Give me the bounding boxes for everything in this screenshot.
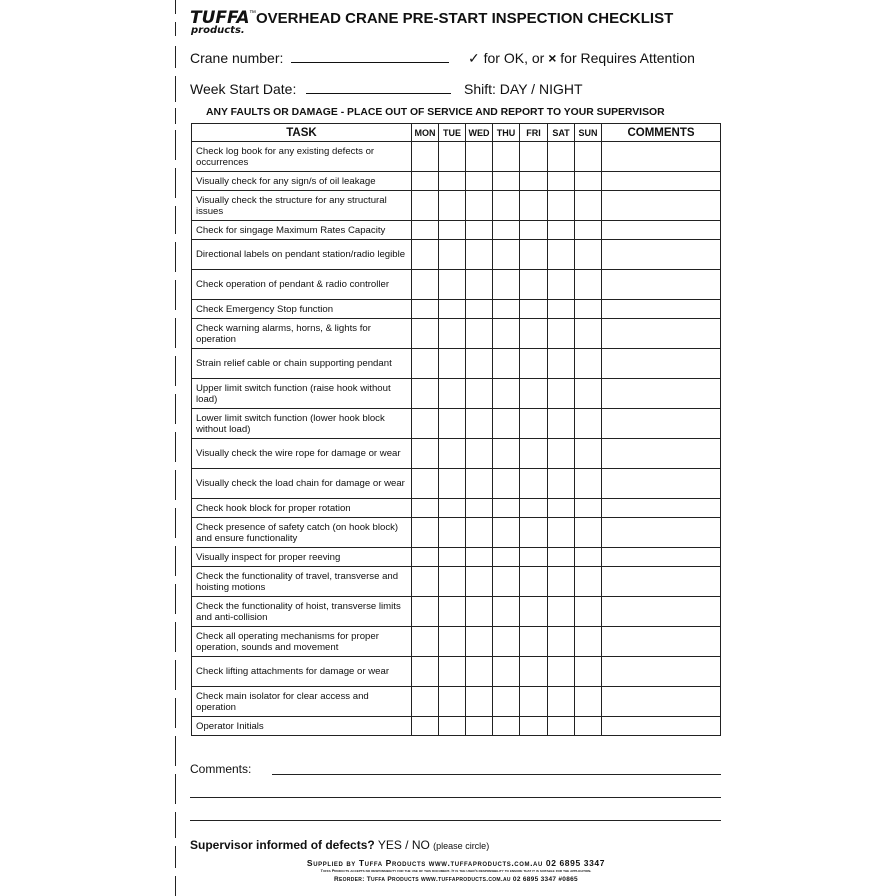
warning-banner: ANY FAULTS OR DAMAGE - PLACE OUT OF SERVICE AND REPORT TO YOUR SUPERVISOR [206, 107, 665, 118]
table-header-row [192, 124, 721, 142]
header-thu: THU [493, 124, 520, 142]
table-row [192, 687, 721, 717]
check-cell-wed[interactable] [466, 567, 493, 597]
check-cell-sat[interactable] [548, 270, 575, 300]
page-title: OVERHEAD CRANE PRE-START INSPECTION CHECKLIST [256, 10, 674, 27]
task-label: Lower limit switch function (lower hook block without load) [192, 409, 412, 439]
check-cell-sun[interactable] [575, 657, 602, 687]
header-sun: SUN [575, 124, 602, 142]
check-cell-tue[interactable] [439, 469, 466, 499]
check-cell-thu[interactable] [493, 349, 520, 379]
check-cell-wed[interactable] [466, 499, 493, 518]
check-cell-thu[interactable] [493, 221, 520, 240]
check-cell-wed[interactable] [466, 469, 493, 499]
header-wed: WED [466, 124, 493, 142]
check-cell-mon[interactable] [412, 379, 439, 409]
tuffa-logo [190, 8, 256, 36]
legend [468, 50, 695, 67]
check-cell-sat[interactable] [548, 469, 575, 499]
task-label: Check operation of pendant & radio controller [192, 270, 412, 300]
check-cell-sat[interactable] [548, 687, 575, 717]
task-label: Check the functionality of travel, transverse and hoisting motions [192, 567, 412, 597]
comments-line-2[interactable] [190, 797, 721, 798]
check-cell-sun[interactable] [575, 172, 602, 191]
supervisor-answer[interactable]: YES / NO [374, 838, 434, 852]
cross-icon: × [548, 50, 557, 66]
check-cell-wed[interactable] [466, 240, 493, 270]
check-cell-tue[interactable] [439, 409, 466, 439]
table-row [192, 627, 721, 657]
comments-cell[interactable] [602, 499, 721, 518]
supervisor-row [190, 838, 489, 852]
check-cell-sun[interactable] [575, 717, 602, 736]
check-cell-mon[interactable] [412, 191, 439, 221]
crane-number-label: Crane number: [190, 50, 284, 66]
check-cell-thu[interactable] [493, 142, 520, 172]
check-cell-thu[interactable] [493, 439, 520, 469]
header [190, 8, 722, 36]
check-cell-thu[interactable] [493, 567, 520, 597]
check-cell-fri[interactable] [520, 270, 548, 300]
header-tue: TUE [439, 124, 466, 142]
comments-cell[interactable] [602, 717, 721, 736]
check-cell-wed[interactable] [466, 379, 493, 409]
check-cell-mon[interactable] [412, 469, 439, 499]
check-cell-thu[interactable] [493, 657, 520, 687]
table-row [192, 349, 721, 379]
comments-cell[interactable] [602, 687, 721, 717]
comments-label: Comments: [190, 762, 252, 776]
task-label: Visually check the wire rope for damage or wear [192, 439, 412, 469]
table-row [192, 548, 721, 567]
check-cell-wed[interactable] [466, 349, 493, 379]
header-fri: FRI [520, 124, 548, 142]
check-cell-mon[interactable] [412, 319, 439, 349]
check-cell-sun[interactable] [575, 240, 602, 270]
check-cell-sat[interactable] [548, 172, 575, 191]
check-cell-thu[interactable] [493, 409, 520, 439]
header-task: TASK [192, 124, 412, 142]
task-label: Check hook block for proper rotation [192, 499, 412, 518]
check-cell-thu[interactable] [493, 172, 520, 191]
crane-number-field[interactable] [291, 50, 449, 63]
week-start-field[interactable] [306, 81, 451, 94]
check-cell-sun[interactable] [575, 221, 602, 240]
comments-cell[interactable] [602, 409, 721, 439]
comments-cell[interactable] [602, 597, 721, 627]
comments-cell[interactable] [602, 548, 721, 567]
check-cell-mon[interactable] [412, 548, 439, 567]
check-cell-thu[interactable] [493, 499, 520, 518]
check-cell-sat[interactable] [548, 379, 575, 409]
table-row [192, 270, 721, 300]
task-label: Check the functionality of hoist, transverse limits and anti-collision [192, 597, 412, 627]
week-start-row [190, 81, 451, 97]
check-cell-sat[interactable] [548, 657, 575, 687]
check-cell-tue[interactable] [439, 597, 466, 627]
check-cell-tue[interactable] [439, 627, 466, 657]
comments-cell[interactable] [602, 221, 721, 240]
check-cell-wed[interactable] [466, 191, 493, 221]
table-row [192, 240, 721, 270]
check-cell-wed[interactable] [466, 627, 493, 657]
check-cell-fri[interactable] [520, 548, 548, 567]
check-cell-sun[interactable] [575, 379, 602, 409]
table-row [192, 499, 721, 518]
table-row [192, 439, 721, 469]
check-cell-mon[interactable] [412, 687, 439, 717]
check-cell-thu[interactable] [493, 270, 520, 300]
check-cell-mon[interactable] [412, 657, 439, 687]
check-cell-tue[interactable] [439, 717, 466, 736]
check-cell-sat[interactable] [548, 499, 575, 518]
check-cell-sun[interactable] [575, 548, 602, 567]
task-label: Check Emergency Stop function [192, 300, 412, 319]
check-cell-sun[interactable] [575, 499, 602, 518]
task-label: Check lifting attachments for damage or wear [192, 657, 412, 687]
check-cell-mon[interactable] [412, 627, 439, 657]
comments-cell[interactable] [602, 172, 721, 191]
task-label: Check presence of safety catch (on hook block) and ensure functionality [192, 518, 412, 548]
check-cell-thu[interactable] [493, 687, 520, 717]
check-cell-sun[interactable] [575, 409, 602, 439]
check-cell-sat[interactable] [548, 409, 575, 439]
check-cell-mon[interactable] [412, 409, 439, 439]
check-cell-sat[interactable] [548, 191, 575, 221]
check-cell-wed[interactable] [466, 548, 493, 567]
check-cell-wed[interactable] [466, 518, 493, 548]
logo-sub: products. [191, 25, 245, 36]
check-cell-tue[interactable] [439, 499, 466, 518]
check-cell-sat[interactable] [548, 627, 575, 657]
comments-cell[interactable] [602, 469, 721, 499]
inspection-table [191, 123, 721, 736]
task-label: Directional labels on pendant station/radio legible [192, 240, 412, 270]
task-label: Visually check the structure for any structural issues [192, 191, 412, 221]
check-cell-mon[interactable] [412, 270, 439, 300]
check-cell-sat[interactable] [548, 319, 575, 349]
table-row [192, 597, 721, 627]
comments-cell[interactable] [602, 439, 721, 469]
check-cell-thu[interactable] [493, 518, 520, 548]
check-cell-sun[interactable] [575, 300, 602, 319]
check-cell-thu[interactable] [493, 191, 520, 221]
check-cell-thu[interactable] [493, 300, 520, 319]
table-row [192, 379, 721, 409]
header-mon: MON [412, 124, 439, 142]
check-cell-fri[interactable] [520, 657, 548, 687]
task-label: Check log book for any existing defects or occurrences [192, 142, 412, 172]
shift-label: Shift: DAY / NIGHT [464, 81, 583, 97]
comments-cell[interactable] [602, 142, 721, 172]
check-cell-tue[interactable] [439, 657, 466, 687]
comments-cell[interactable] [602, 627, 721, 657]
check-cell-fri[interactable] [520, 627, 548, 657]
task-label: Visually inspect for proper reeving [192, 548, 412, 567]
task-label: Visually check for any sign/s of oil leakage [192, 172, 412, 191]
logo-brand: TUFFA [190, 8, 250, 28]
check-cell-fri[interactable] [520, 439, 548, 469]
check-cell-fri[interactable] [520, 518, 548, 548]
comments-cell[interactable] [602, 518, 721, 548]
check-cell-sat[interactable] [548, 597, 575, 627]
check-cell-tue[interactable] [439, 548, 466, 567]
table-row [192, 518, 721, 548]
check-cell-sat[interactable] [548, 300, 575, 319]
check-cell-mon[interactable] [412, 142, 439, 172]
check-cell-tue[interactable] [439, 142, 466, 172]
check-cell-wed[interactable] [466, 439, 493, 469]
table-row [192, 717, 721, 736]
comments-cell[interactable] [602, 349, 721, 379]
legend-attention-text: for Requires Attention [556, 50, 695, 66]
check-cell-sat[interactable] [548, 349, 575, 379]
check-cell-sat[interactable] [548, 548, 575, 567]
check-cell-wed[interactable] [466, 657, 493, 687]
check-cell-thu[interactable] [493, 717, 520, 736]
check-cell-sat[interactable] [548, 221, 575, 240]
check-cell-sun[interactable] [575, 627, 602, 657]
check-cell-sat[interactable] [548, 567, 575, 597]
check-cell-fri[interactable] [520, 567, 548, 597]
check-cell-fri[interactable] [520, 172, 548, 191]
comments-cell[interactable] [602, 300, 721, 319]
check-cell-sun[interactable] [575, 319, 602, 349]
check-cell-fri[interactable] [520, 319, 548, 349]
check-cell-fri[interactable] [520, 300, 548, 319]
trademark-mark: ™ [249, 10, 256, 17]
check-cell-fri[interactable] [520, 597, 548, 627]
check-cell-tue[interactable] [439, 518, 466, 548]
footer-disclaimer: Tuffa Products accepts no responsibility for the use of this document. It is the user's responsibility to ensure that it is suitable for the application. [320, 869, 592, 873]
table-row [192, 300, 721, 319]
check-cell-wed[interactable] [466, 142, 493, 172]
table-row [192, 409, 721, 439]
footer-reorder: Reorder: Tuffa Products www.tuffaproducts.com.au 02 6895 3347 #0865 [334, 876, 578, 883]
check-cell-sun[interactable] [575, 349, 602, 379]
check-cell-mon[interactable] [412, 300, 439, 319]
check-cell-sat[interactable] [548, 518, 575, 548]
task-label: Strain relief cable or chain supporting pendant [192, 349, 412, 379]
task-label: Upper limit switch function (raise hook without load) [192, 379, 412, 409]
check-cell-wed[interactable] [466, 270, 493, 300]
check-cell-mon[interactable] [412, 518, 439, 548]
table-row [192, 469, 721, 499]
check-cell-mon[interactable] [412, 240, 439, 270]
task-label: Visually check the load chain for damage or wear [192, 469, 412, 499]
check-cell-tue[interactable] [439, 300, 466, 319]
check-cell-thu[interactable] [493, 319, 520, 349]
check-cell-sun[interactable] [575, 518, 602, 548]
check-cell-sun[interactable] [575, 687, 602, 717]
check-cell-tue[interactable] [439, 221, 466, 240]
check-cell-thu[interactable] [493, 379, 520, 409]
task-label: Check main isolator for clear access and operation [192, 687, 412, 717]
check-cell-tue[interactable] [439, 191, 466, 221]
table-row [192, 657, 721, 687]
crane-number-row [190, 50, 449, 66]
check-cell-fri[interactable] [520, 349, 548, 379]
check-icon: ✓ [468, 50, 480, 66]
check-cell-tue[interactable] [439, 240, 466, 270]
check-cell-tue[interactable] [439, 172, 466, 191]
check-cell-tue[interactable] [439, 270, 466, 300]
check-cell-sun[interactable] [575, 270, 602, 300]
comments-cell[interactable] [602, 270, 721, 300]
check-cell-wed[interactable] [466, 717, 493, 736]
check-cell-wed[interactable] [466, 687, 493, 717]
comments-line-1[interactable] [272, 774, 721, 775]
check-cell-tue[interactable] [439, 349, 466, 379]
task-label: Check all operating mechanisms for proper operation, sounds and movement [192, 627, 412, 657]
check-cell-fri[interactable] [520, 717, 548, 736]
task-label: Check warning alarms, horns, & lights for operation [192, 319, 412, 349]
legend-ok-text: for OK, or [479, 50, 549, 66]
supervisor-note: (please circle) [433, 841, 490, 851]
check-cell-thu[interactable] [493, 469, 520, 499]
table-row [192, 142, 721, 172]
check-cell-mon[interactable] [412, 717, 439, 736]
check-cell-tue[interactable] [439, 379, 466, 409]
table-row [192, 567, 721, 597]
check-cell-fri[interactable] [520, 221, 548, 240]
comments-line-3[interactable] [190, 820, 721, 821]
check-cell-wed[interactable] [466, 597, 493, 627]
check-cell-sun[interactable] [575, 469, 602, 499]
task-label: Operator Initials [192, 717, 412, 736]
check-cell-sat[interactable] [548, 240, 575, 270]
check-cell-sat[interactable] [548, 439, 575, 469]
table-row [192, 221, 721, 240]
table-row [192, 319, 721, 349]
header-comments: COMMENTS [602, 124, 721, 142]
check-cell-sun[interactable] [575, 142, 602, 172]
check-cell-fri[interactable] [520, 379, 548, 409]
check-cell-mon[interactable] [412, 567, 439, 597]
check-cell-mon[interactable] [412, 221, 439, 240]
comments-cell[interactable] [602, 567, 721, 597]
comments-cell[interactable] [602, 240, 721, 270]
footer-supplied: Supplied by Tuffa Products www.tuffaproducts.com.au 02 6895 3347 [306, 858, 606, 868]
comments-cell[interactable] [602, 191, 721, 221]
supervisor-question: Supervisor informed of defects? [190, 838, 375, 852]
check-cell-mon[interactable] [412, 597, 439, 627]
check-cell-fri[interactable] [520, 191, 548, 221]
check-cell-wed[interactable] [466, 300, 493, 319]
check-cell-sun[interactable] [575, 439, 602, 469]
check-cell-tue[interactable] [439, 687, 466, 717]
check-cell-thu[interactable] [493, 627, 520, 657]
check-cell-thu[interactable] [493, 548, 520, 567]
check-cell-fri[interactable] [520, 499, 548, 518]
check-cell-wed[interactable] [466, 221, 493, 240]
header-sat: SAT [548, 124, 575, 142]
check-cell-wed[interactable] [466, 409, 493, 439]
check-cell-mon[interactable] [412, 172, 439, 191]
check-cell-tue[interactable] [439, 319, 466, 349]
check-cell-wed[interactable] [466, 319, 493, 349]
check-cell-mon[interactable] [412, 499, 439, 518]
check-cell-wed[interactable] [466, 172, 493, 191]
check-cell-fri[interactable] [520, 409, 548, 439]
check-cell-mon[interactable] [412, 439, 439, 469]
check-cell-fri[interactable] [520, 142, 548, 172]
check-cell-sun[interactable] [575, 597, 602, 627]
table-row [192, 191, 721, 221]
check-cell-fri[interactable] [520, 687, 548, 717]
week-start-label: Week Start Date: [190, 81, 297, 97]
check-cell-fri[interactable] [520, 469, 548, 499]
checklist-sheet [190, 0, 722, 896]
check-cell-fri[interactable] [520, 240, 548, 270]
check-cell-mon[interactable] [412, 349, 439, 379]
table-row [192, 172, 721, 191]
task-label: Check for singage Maximum Rates Capacity [192, 221, 412, 240]
check-cell-sun[interactable] [575, 191, 602, 221]
check-cell-sat[interactable] [548, 717, 575, 736]
check-cell-thu[interactable] [493, 597, 520, 627]
check-cell-sat[interactable] [548, 142, 575, 172]
comments-cell[interactable] [602, 657, 721, 687]
check-cell-sun[interactable] [575, 567, 602, 597]
comments-cell[interactable] [602, 379, 721, 409]
check-cell-tue[interactable] [439, 567, 466, 597]
check-cell-thu[interactable] [493, 240, 520, 270]
comments-cell[interactable] [602, 319, 721, 349]
check-cell-tue[interactable] [439, 439, 466, 469]
